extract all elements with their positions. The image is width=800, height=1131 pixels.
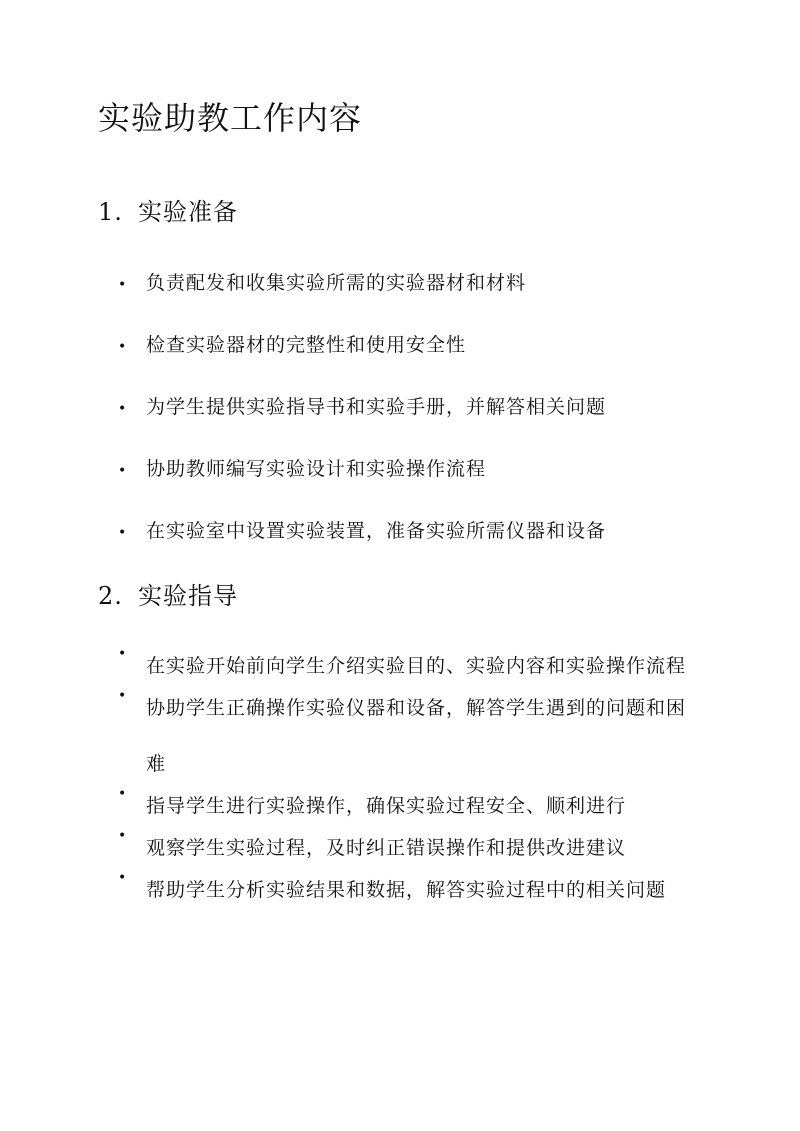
bullet-icon: • [118, 277, 128, 293]
bullet-icon: • [118, 786, 128, 802]
list-item-text: 在实验开始前向学生介绍实验目的、实验内容和实验操作流程 [146, 655, 687, 677]
section-heading-guidance [98, 580, 238, 612]
section-number: 1. [98, 198, 123, 226]
list-item-text: 负责配发和收集实验所需的实验器材和材料 [146, 272, 527, 294]
list-item-text: 协助学生正确操作实验仪器和设备，解答学生遇到的问题和困难 [146, 697, 687, 775]
list-item [0, 454, 694, 516]
list-item-text: 为学生提供实验指导书和实验手册，并解答相关问题 [146, 396, 607, 418]
list-item-text: 观察学生实验过程，及时纠正错误操作和提供改进建议 [146, 837, 627, 859]
list-item-text: 指导学生进行实验操作，确保实验过程安全、顺利进行 [146, 795, 627, 817]
preparation-list [0, 268, 694, 578]
section-number: 2. [98, 582, 123, 610]
bullet-icon: • [118, 401, 128, 417]
bullet-icon: • [118, 339, 128, 355]
list-item [0, 330, 694, 392]
list-item [0, 392, 694, 454]
list-item-text: 帮助学生分析实验结果和数据，解答实验过程中的相关问题 [146, 879, 667, 901]
list-item-text: 在实验室中设置实验装置，准备实验所需仪器和设备 [146, 520, 607, 542]
section-heading-preparation [98, 196, 238, 228]
guidance-list [0, 646, 694, 918]
page-title: 实验助教工作内容 [98, 99, 363, 137]
list-item [0, 268, 694, 330]
bullet-icon: • [118, 646, 128, 662]
list-item-text: 协助教师编写实验设计和实验操作流程 [146, 458, 487, 480]
list-item [0, 680, 694, 792]
section-title: 实验指导 [138, 582, 238, 610]
bullet-icon: • [118, 870, 128, 886]
section-title: 实验准备 [138, 198, 238, 226]
bullet-icon: • [118, 688, 128, 704]
bullet-icon: • [118, 463, 128, 479]
list-item-text: 检查实验器材的完整性和使用安全性 [146, 334, 467, 356]
list-item [0, 516, 694, 578]
bullet-icon: • [118, 828, 128, 844]
list-item [0, 862, 694, 918]
bullet-icon: • [118, 525, 128, 541]
